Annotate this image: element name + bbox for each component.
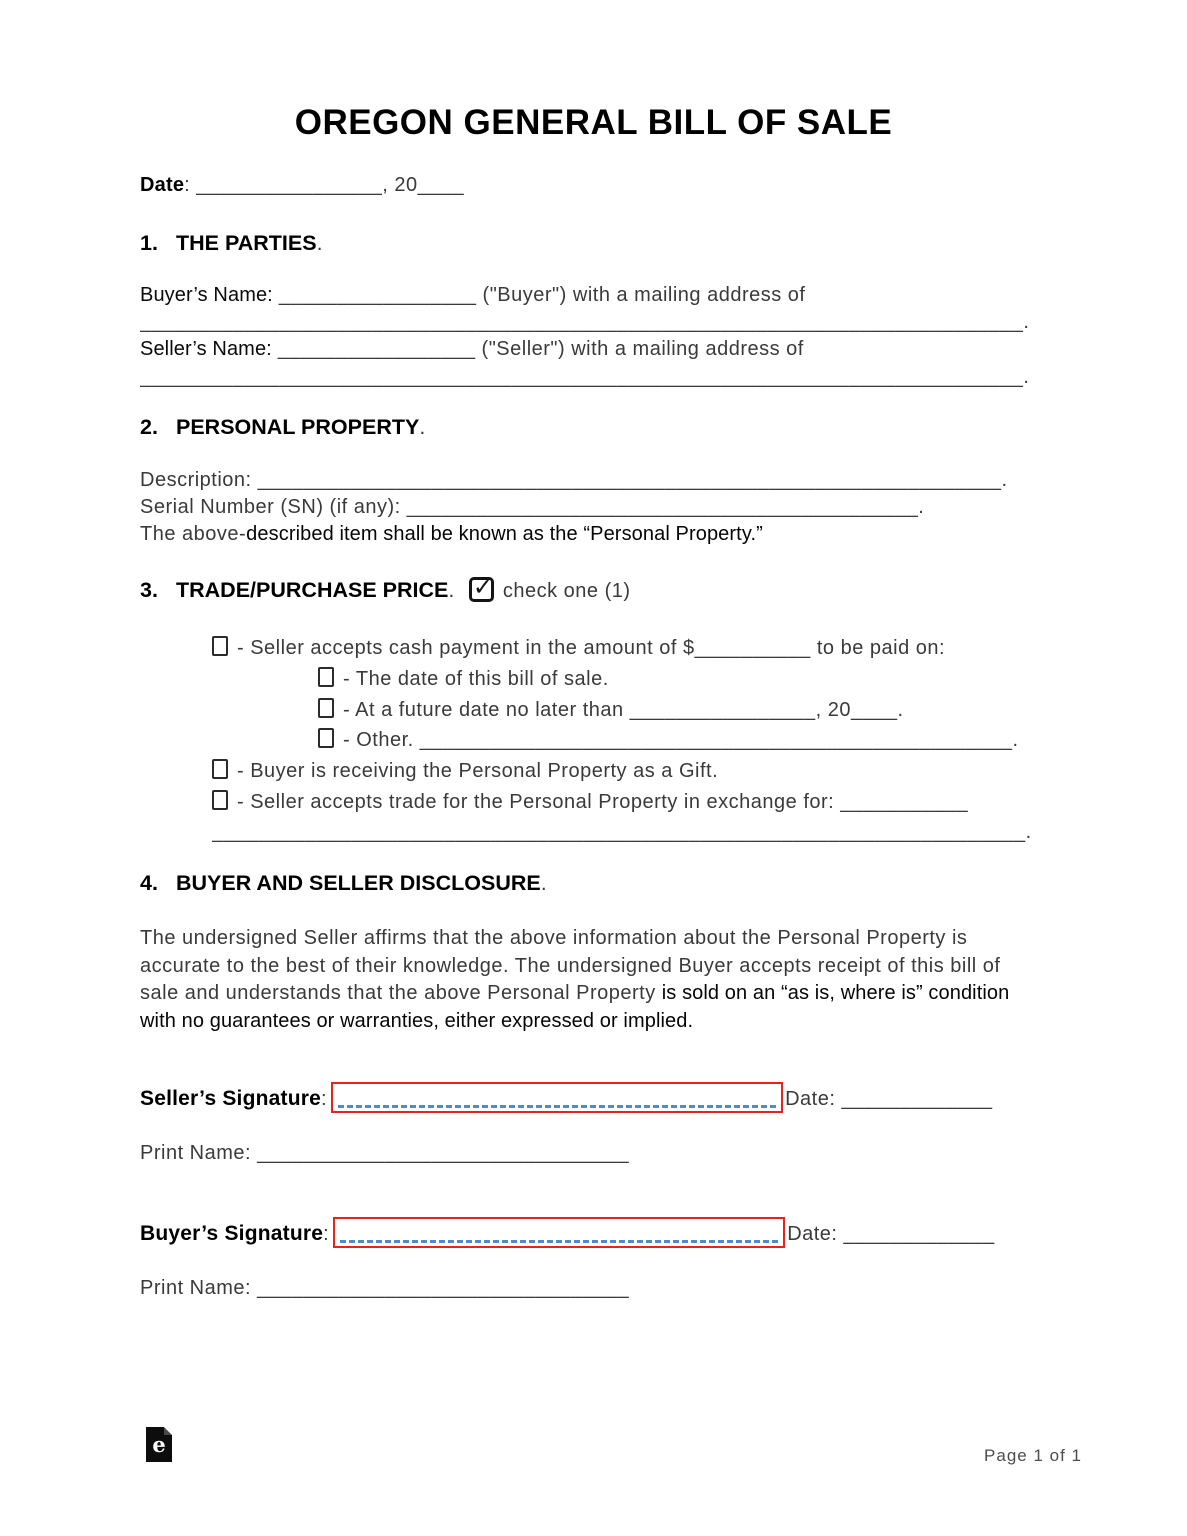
buyer-name-line [140, 282, 1042, 309]
known-as-line [140, 521, 1042, 548]
seller-signature-label: Seller’s Signature [140, 1087, 322, 1110]
checkbox-icon[interactable] [318, 667, 334, 687]
known-as-emphasis: described item shall be known as the “Personal Property.” [246, 523, 763, 545]
description-line: Description: ________________________________________________________________. [140, 469, 1008, 491]
checkbox-icon[interactable] [212, 759, 228, 779]
buyer-name-blank: _________________ ("Buyer") with a mailing address of [272, 284, 806, 306]
section-number: 2. [140, 415, 158, 439]
buyer-print-name-line: Print Name: ________________________________ [140, 1277, 630, 1299]
signature-dash-line [338, 1105, 776, 1108]
section-title: PERSONAL PROPERTY [176, 415, 420, 439]
price-option-other [318, 727, 1042, 754]
buyer-signature-label: Buyer’s Signature [140, 1222, 324, 1245]
buyer-signature-field[interactable] [333, 1217, 785, 1248]
section-price-heading [140, 573, 1042, 605]
document-title: OREGON GENERAL BILL OF SALE [294, 103, 893, 142]
seller-print-name-line: Print Name: ________________________________ [140, 1142, 630, 1164]
checkbox-icon[interactable] [212, 790, 228, 810]
option-text: - Buyer is receiving the Personal Property as a Gift. [237, 760, 719, 782]
section-number: 4. [140, 871, 158, 895]
checkbox-icon[interactable] [212, 636, 228, 656]
section-number: 1. [140, 231, 158, 255]
page-number: Page 1 of 1 [984, 1446, 1082, 1465]
option-text: - Other. ___________________________________________________. [343, 729, 1019, 751]
buyer-name-label: Buyer’s Name: [140, 284, 273, 306]
seller-address-blank: ____________________________________________________________________________. [140, 366, 1030, 388]
check-one-label: check one (1) [502, 580, 631, 602]
section-number: 3. [140, 578, 158, 602]
check-icon: ✓ [472, 573, 493, 601]
price-option-date-of-sale [318, 666, 1042, 693]
disclosure-text-light: The undersigned Seller affirms that the above information about the Personal Property is accurate to the best of their knowledge. The undersigned Buyer accepts receipt of this bill of sale and understands that the above Personal Property [140, 927, 1001, 1004]
section-parties-heading [140, 230, 1042, 257]
seller-date-blank: Date: _____________ [785, 1088, 993, 1110]
colon: : [323, 1223, 330, 1245]
option-text: - At a future date no later than ________________, 20____. [343, 699, 904, 721]
section-title: BUYER AND SELLER DISCLOSURE [176, 871, 541, 895]
serial-number-line: Serial Number (SN) (if any): ____________________________________________. [140, 496, 925, 518]
checkbox-icon[interactable] [318, 698, 334, 718]
option-text: - Seller accepts cash payment in the amount of $__________ to be paid on: [237, 637, 946, 659]
option-text: - The date of this bill of sale. [343, 668, 609, 690]
eforms-logo-icon [146, 1427, 172, 1462]
buyer-signature-row [140, 1217, 1042, 1250]
checked-checkbox-icon[interactable] [469, 573, 494, 602]
checkbox-icon[interactable] [318, 728, 334, 748]
date-blank: : ________________, 20____ [184, 174, 465, 196]
section-property-heading [140, 414, 1042, 441]
section-period: . [419, 415, 426, 439]
option-text: - Seller accepts trade for the Personal Property in exchange for: ___________ [237, 791, 969, 813]
price-option-future-date [318, 697, 1042, 724]
buyer-address-blank: ____________________________________________________________________________. [140, 311, 1030, 333]
seller-name-blank: _________________ ("Seller") with a mailing address of [271, 338, 804, 360]
seller-signature-row [140, 1082, 1042, 1115]
price-option-cash [212, 635, 1042, 662]
price-option-gift [212, 758, 1042, 785]
date-label: Date [140, 174, 185, 196]
logo-letter: e [152, 1432, 166, 1457]
signature-dash-line [340, 1240, 778, 1243]
disclosure-paragraph [140, 925, 1042, 1035]
date-line [140, 172, 1042, 199]
known-as-light: The above- [140, 523, 247, 545]
disclosure-text-emphasis: is sold on an “as is, where is” condition with no guarantees or warranties, either expressed or implied. [140, 982, 1010, 1032]
section-period: . [540, 871, 548, 895]
price-option-trade [212, 789, 1042, 816]
colon: : [321, 1088, 328, 1110]
section-title: THE PARTIES [176, 231, 317, 255]
trade-continuation-blank: ______________________________________________________________________. [212, 821, 1032, 843]
section-disclosure-heading [140, 870, 1042, 897]
seller-name-label: Seller’s Name: [140, 338, 272, 360]
buyer-date-blank: Date: _____________ [787, 1223, 995, 1245]
section-title: TRADE/PURCHASE PRICE [176, 578, 449, 602]
seller-signature-field[interactable] [331, 1082, 783, 1113]
section-period: . [448, 578, 455, 602]
section-period: . [316, 231, 324, 255]
seller-name-line [140, 336, 1042, 363]
